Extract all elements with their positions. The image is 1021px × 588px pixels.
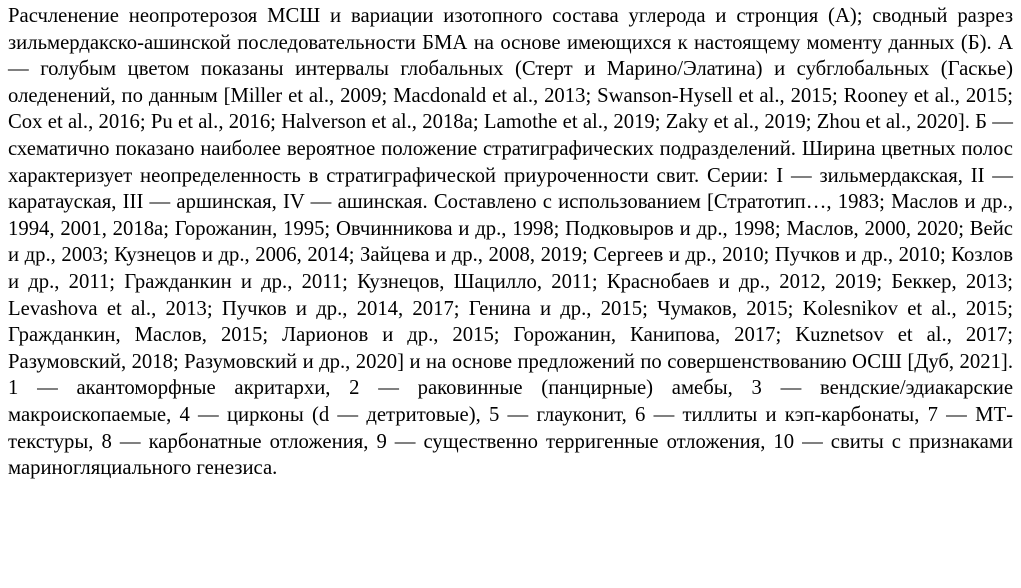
figure-caption: Расчленение неопротерозоя МСШ и вариации изотопного состава углерода и стронция (А); сводный разрез зильмердакско-ашинской последовательности БМА на основе имеющихся к настоящему моменту данных (Б). А — голубым цветом показаны интервалы глобальных (Стерт и Марино/Элатина) и субглобальных (Гаскье) оледенений, по данным [Miller et al., 2009; Macdonald et al., 2013; Swanson-Hysell et al., 2015; Rooney et al., 2015; Cox et al., 2016; Pu et al., 2016; Halverson et al., 2018a; Lamothe et al., 2019; Zaky et al., 2019; Zhou et al., 2020]. Б — схематично показано наиболее вероятное положение стратиграфических подразделений. Ширина цветных полос характеризует неопределенность в стратиграфической приуроченности свит. Серии: I — зильмердакская, II — каратауская, III — аршинская, IV — ашинская. Составлено с использованием [Стратотип…, 1983; Маслов и др., 1994, 2001, 2018а; Горожанин, 1995; Овчинникова и др., 1998; Подковыров и др., 1998; Маслов, 2000, 2020; Вейс и др., 2003; Кузнецов и др., 2006, 2014; Зайцева и др., 2008, 2019; Сергеев и др., 2010; Пучков и др., 2010; Козлов и др., 2011; Гражданкин и др., 2011; Кузнецов, Шацилло, 2011; Краснобаев и др., 2012, 2019; Беккер, 2013; Levashova et al., 2013; Пучков и др., 2014, 2017; Генина и др., 2015; Чумаков, 2015; Kolesnikov et al., 2015; Гражданкин, Маслов, 2015; Ларионов и др., 2015; Горожанин, Канипова, 2017; Kuznetsov et al., 2017; Разумовский, 2018; Разумовский и др., 2020] и на основе предложений по совершенствованию ОСШ [Дуб, 2021]. 1 — акантоморфные акритархи, 2 — раковинные (панцирные) амебы, 3 — вендские/эдиакарские макроископаемые, 4 — цирконы (d — детритовые), 5 — глауконит, 6 — тиллиты и кэп-карбонаты, 7 — МТ-текстуры, 8 — карбонатные отложения, 9 — существенно терригенные отложения, 10 — свиты с признаками мариногляциального генезиса. xyxy=(8,5,1013,480)
